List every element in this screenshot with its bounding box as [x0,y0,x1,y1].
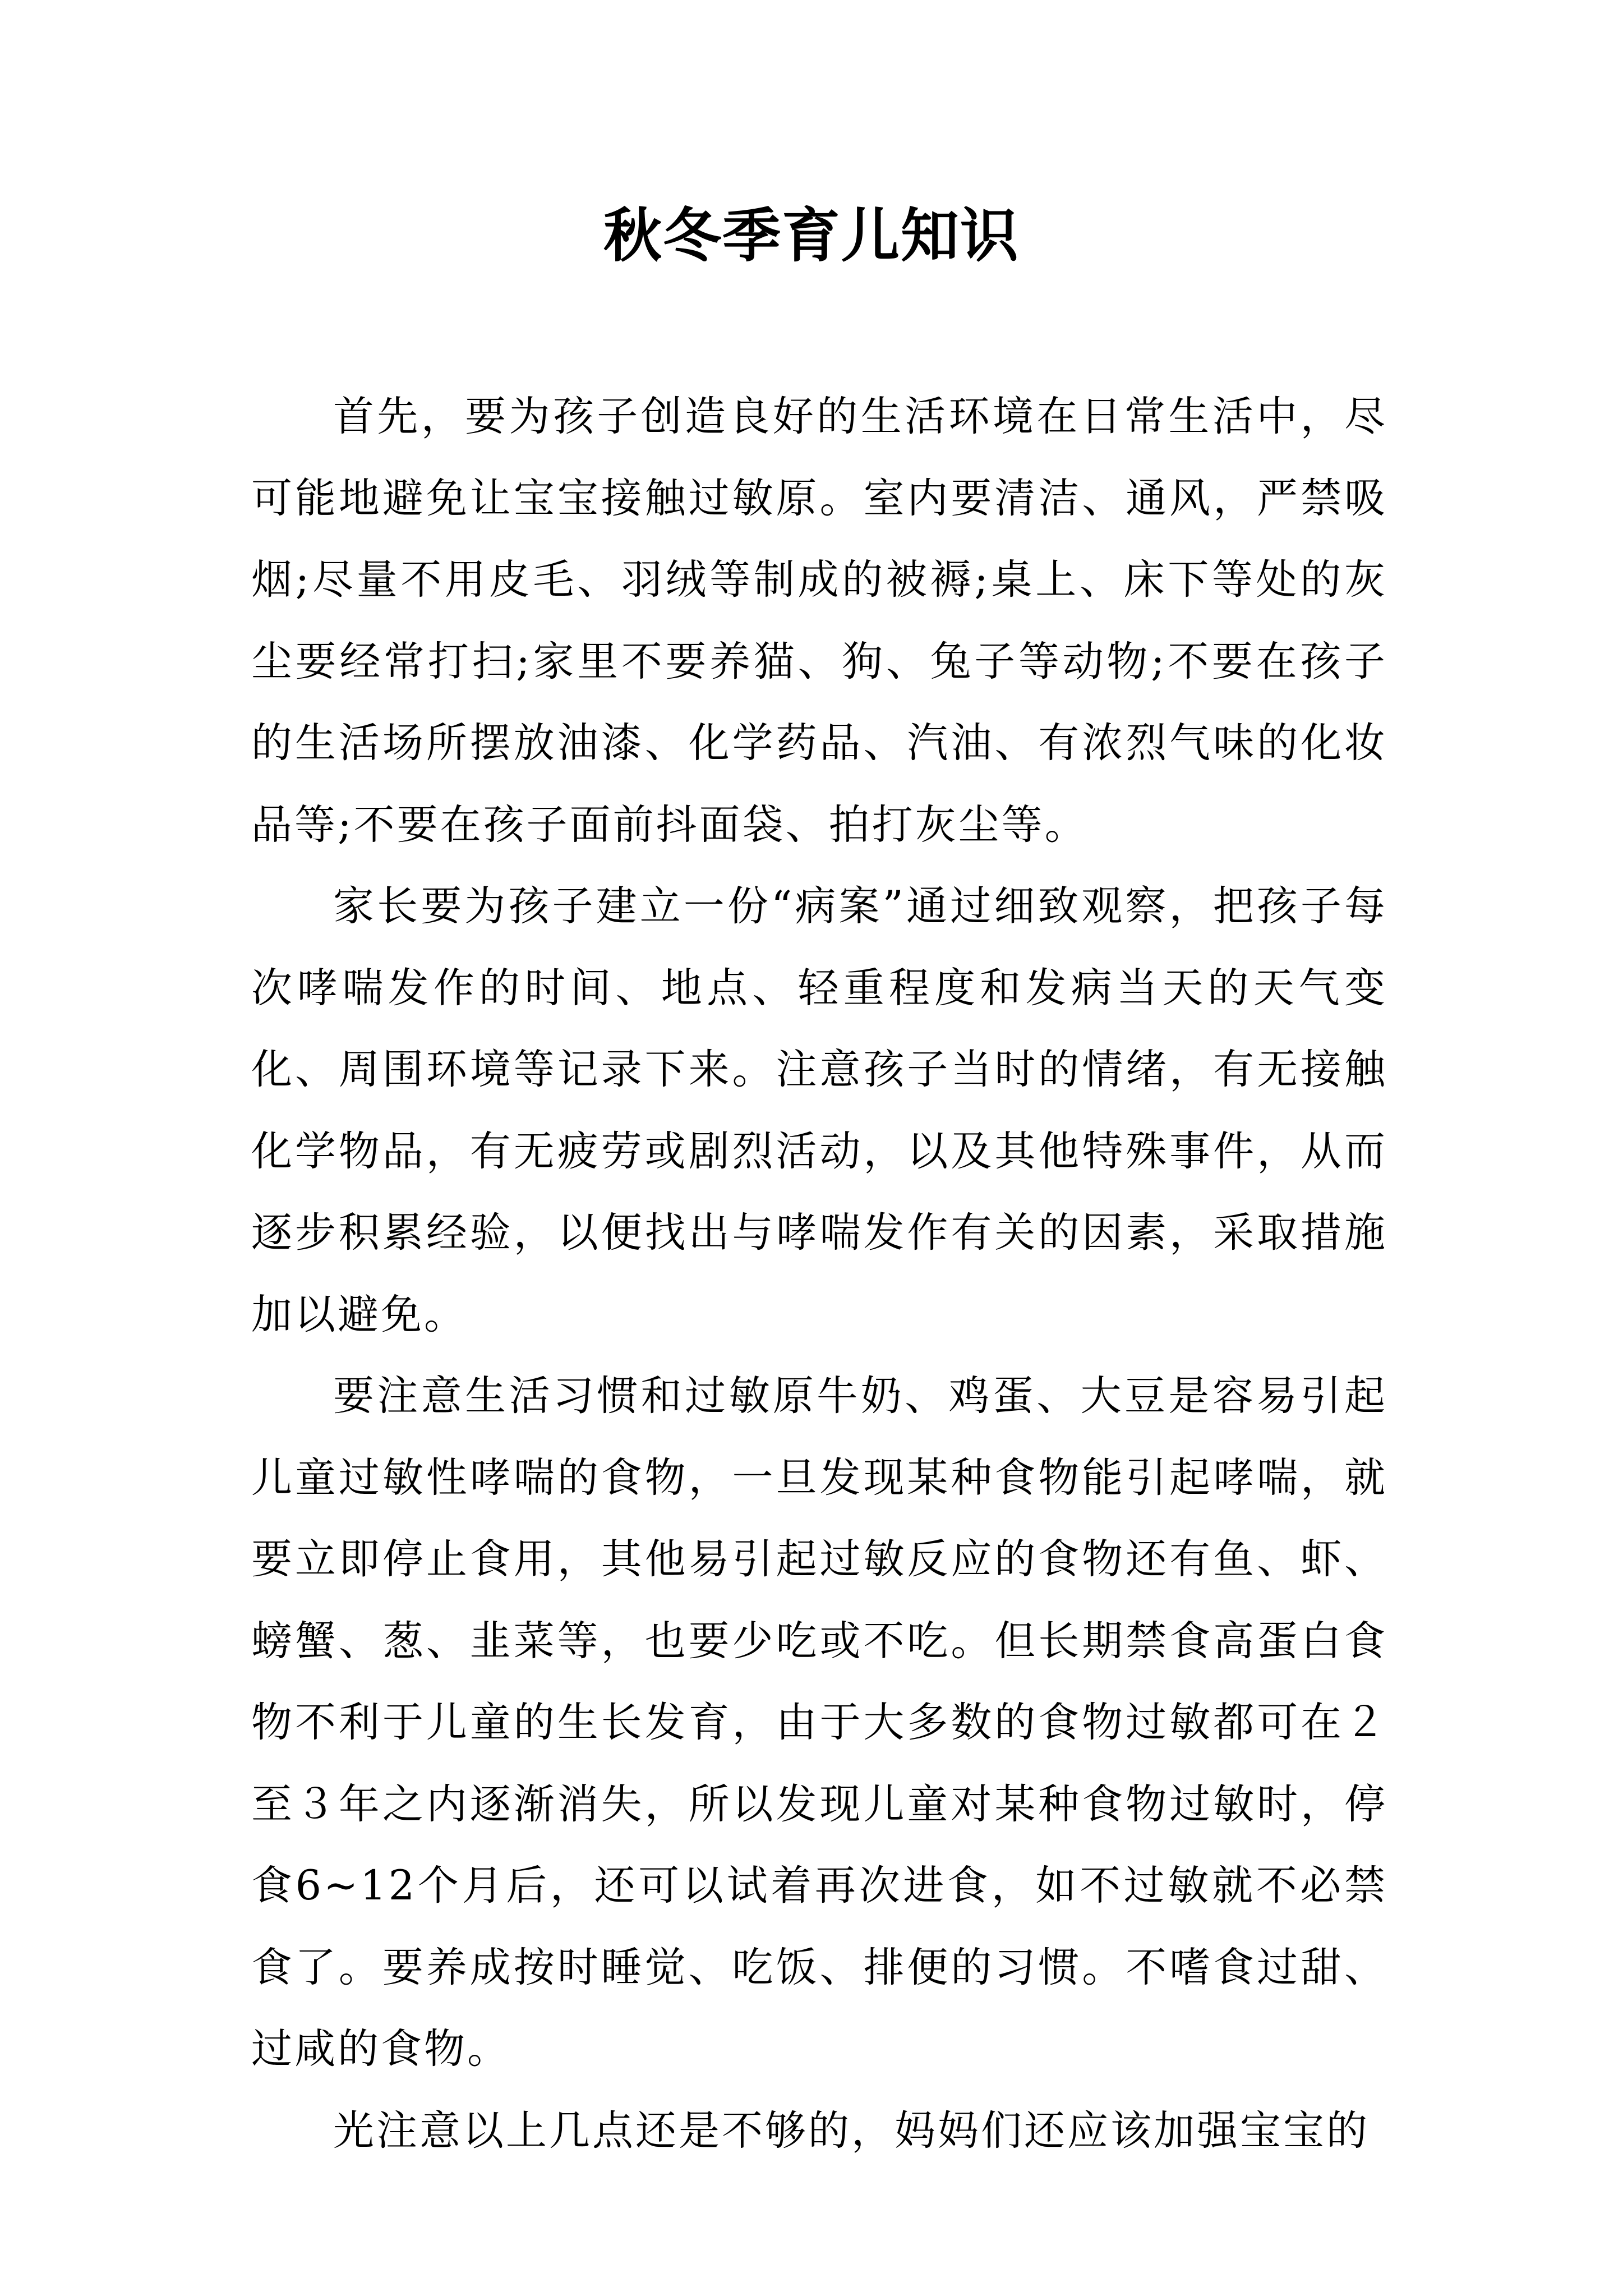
document-title: 秋冬季育儿知识 [603,201,1020,270]
paragraph-continued: 光注意以上几点还是不够的，妈妈们还应该加强宝宝的 [333,2106,1370,2155]
paragraph-habits-allergens: 要注意生活习惯和过敏原牛奶、鸡蛋、大豆是容易引起儿童过敏性哮喘的食物，一旦发现某种食物能引起哮喘，就要立即停止食用，其他易引起过敏反应的食物还有鱼、虾、螃蟹、葱、韭菜等，也要少吃或不吃。但长期禁食高蛋白食物不利于儿童的生长发育，由于大多数的食物过敏都可在２至３年之内逐渐消失，所以发现儿童对某种食物过敏时，停食6~12个月后，还可以试着再次进食，如不过敏就不必禁食了。要养成按时睡觉、吃饭、排便的习惯。不嗜食过甜、过咸的食物。 [251,1372,1387,2073]
document-body [251,376,1387,2171]
paragraph-environment: 首先，要为孩子创造良好的生活环境在日常生活中，尽可能地避免让宝宝接触过敏原。室内要清洁、通风，严禁吸烟;尽量不用皮毛、羽绒等制成的被褥;桌上、床下等处的灰尘要经常打扫;家里不要养猫、狗、兔子等动物;不要在孩子的生活场所摆放油漆、化学药品、汽油、有浓烈气味的化妆品等;不要在孩子面前抖面袋、拍打灰尘等。 [251,393,1387,849]
paragraph-case-record: 家长要为孩子建立一份“病案”通过细致观察，把孩子每次哮喘发作的时间、地点、轻重程度和发病当天的天气变化、周围环境等记录下来。注意孩子当时的情绪，有无接触化学物品，有无疲劳或剧烈活动，以及其他特殊事件，从而逐步积累经验，以便找出与哮喘发作有关的因素，采取措施加以避免。 [251,882,1387,1338]
